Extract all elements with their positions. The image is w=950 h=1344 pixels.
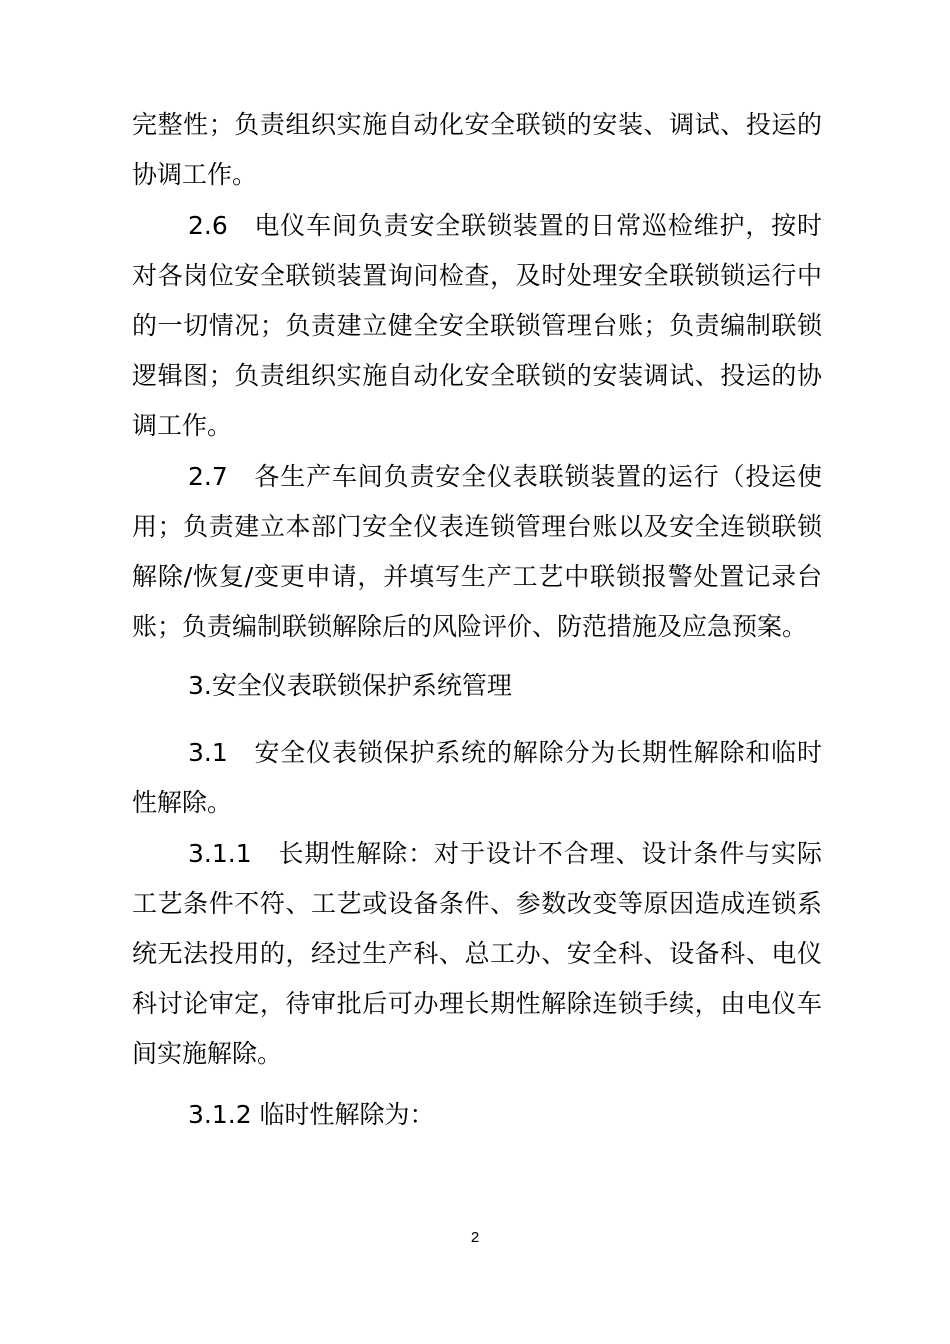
- paragraph-3-1-2: 3.1.2 临时性解除为：: [188, 1100, 435, 1129]
- paragraph-2-5-continuation: 完整性；负责组织实施自动化安全联锁的安装、调试、投运的协调工作。: [132, 110, 822, 189]
- paragraph-3-1-1: 3.1.1 长期性解除：对于设计不合理、设计条件与实际工艺条件不符、工艺或设备条件、参数改变等原因造成连锁系统无法投用的，经过生产科、总工办、安全科、设备科、电仪科讨论审定，待审批后可办理长期性解除连锁手续，由电仪车间实施解除。: [132, 839, 822, 1068]
- paragraph-2-6: 2.6 电仪车间负责安全联锁装置的日常巡检维护，按时对各岗位安全联锁装置询问检查，及时处理安全联锁锁运行中的一切情况；负责建立健全安全联锁管理台账；负责编制联锁逻辑图；负责组织实施自动化安全联锁的安装调试、投运的协调工作。: [132, 211, 822, 440]
- page-number: 2: [470, 1229, 480, 1246]
- paragraph-2-7: 2.7 各生产车间负责安全仪表联锁装置的运行（投运使用；负责建立本部门安全仪表连锁管理台账以及安全连锁联锁解除/恢复/变更申请，并填写生产工艺中联锁报警处置记录台账；负责编制联锁解除后的风险评价、防范措施及应急预案。: [132, 462, 822, 641]
- section-heading-3: 3.安全仪表联锁保护系统管理: [188, 671, 512, 700]
- paragraph-3-1: 3.1 安全仪表锁保护系统的解除分为长期性解除和临时性解除。: [132, 738, 822, 817]
